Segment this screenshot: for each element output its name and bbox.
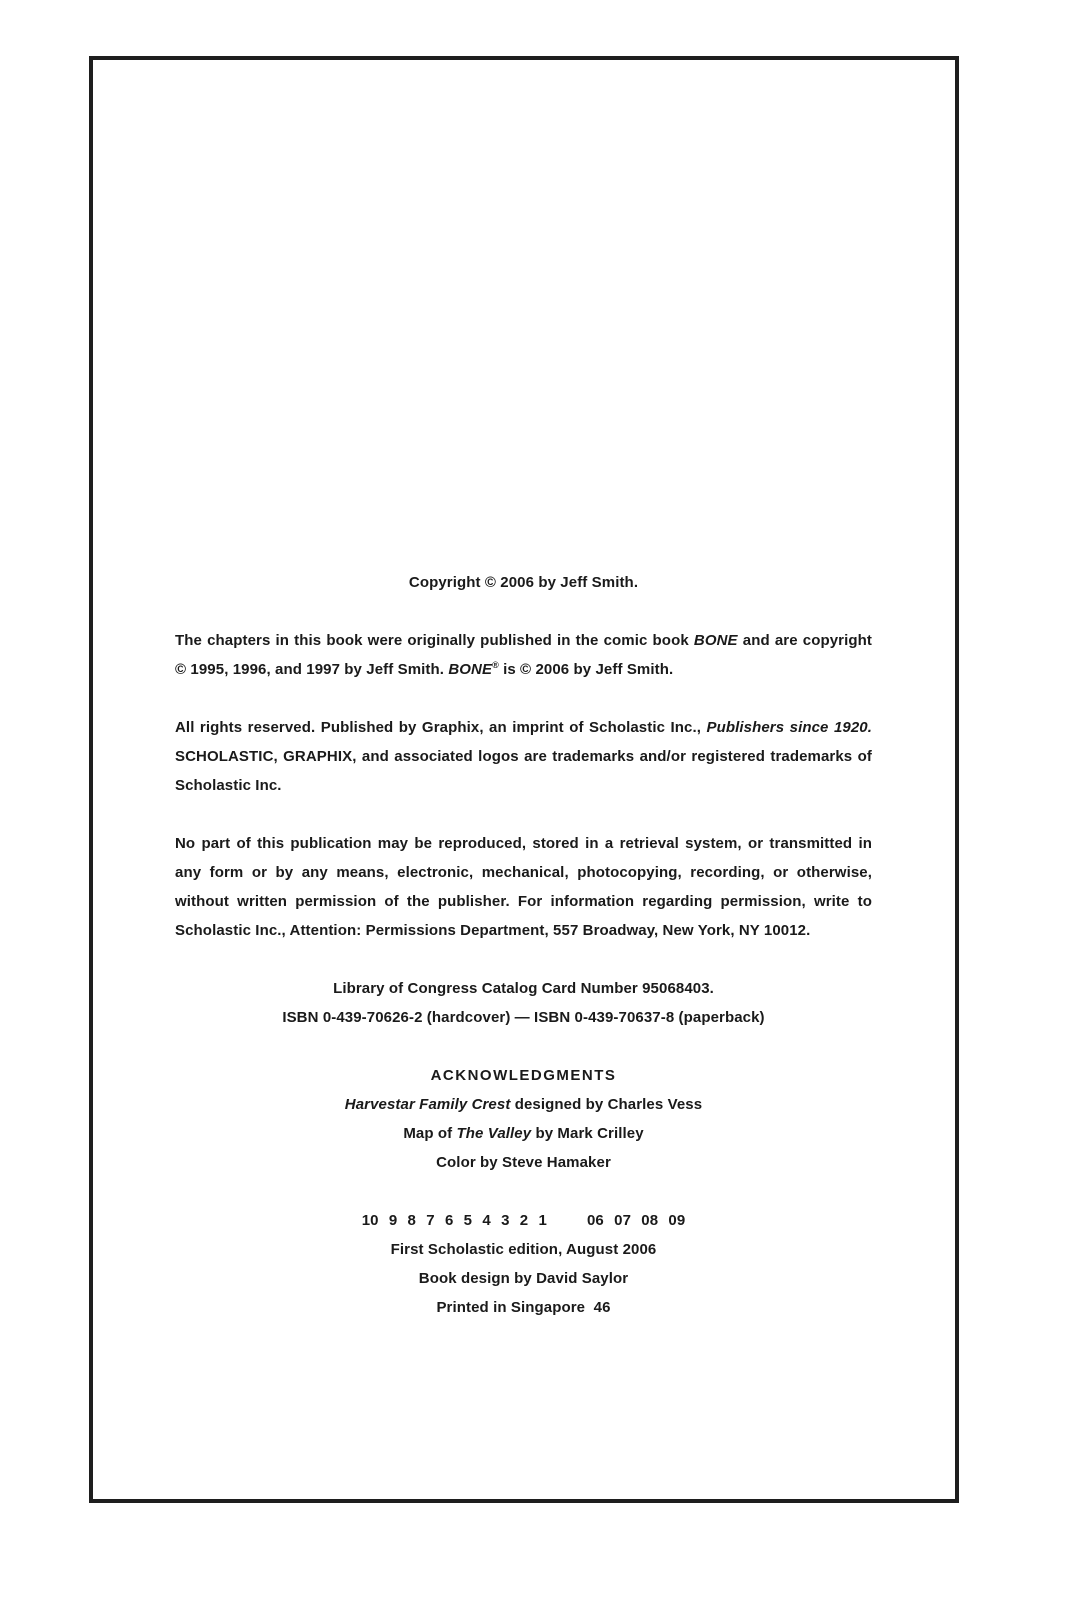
printed-in-line: Printed in Singapore 46: [436, 1299, 611, 1316]
rights-paragraph: [175, 713, 872, 800]
lccn-line: Library of Congress Catalog Card Number 95068403.: [333, 980, 714, 997]
chapters-paragraph: [175, 626, 872, 684]
map-credit-pre: Map of: [403, 1125, 457, 1142]
copyright-line: Copyright © 2006 by Jeff Smith.: [408, 574, 639, 591]
edition-line: First Scholastic edition, August 2006: [390, 1241, 657, 1258]
crest-title: Harvestar Family Crest: [344, 1096, 511, 1113]
chapters-text-1: The chapters in this book were originally published in the comic book: [175, 632, 694, 649]
color-credit: Color by Steve Hamaker: [436, 1154, 611, 1171]
publishers-since: Publishers since 1920.: [706, 719, 872, 736]
registered-mark: ®: [492, 660, 499, 670]
design-credit: Book design by David Saylor: [418, 1270, 629, 1287]
rights-text-2: SCHOLASTIC, GRAPHIX, and associated logos are trademarks and/or registered trademarks of Scholastic Inc.: [175, 748, 872, 794]
chapters-text-2: and are copyright © 1995, 1996, and 1997 by Jeff Smith.: [175, 632, 873, 678]
permission-paragraph: No part of this publication may be reproduced, stored in a retrieval system, or transmitted in any form or by any means, electronic, mechanical, photocopying, recording, or otherwise, without written permission of the publisher. For information regarding permission, write to Scholastic Inc., Attention: Permissions Department, 557 Broadway, New York, NY 10012.: [175, 835, 872, 939]
copyright-page-content: [175, 568, 872, 1322]
printing-numbers: [175, 1206, 872, 1235]
acknowledgments-heading: ACKNOWLEDGMENTS: [430, 1067, 617, 1084]
crest-credit-text: designed by Charles Vess: [510, 1096, 703, 1113]
isbn-line: ISBN 0-439-70626-2 (hardcover) — ISBN 0-439-70637-8 (paperback): [282, 1009, 765, 1026]
printing-years: 06 07 08 09: [586, 1212, 686, 1229]
map-title: The Valley: [456, 1125, 532, 1142]
crest-credit: [175, 1090, 872, 1119]
rights-text-1: All rights reserved. Published by Graphix, an imprint of Scholastic Inc.,: [175, 719, 707, 736]
chapters-text-3: is © 2006 by Jeff Smith.: [498, 661, 674, 678]
map-credit: [175, 1119, 872, 1148]
bone-title-1: BONE: [693, 632, 738, 649]
printing-line-numbers: 10 9 8 7 6 5 4 3 2 1: [361, 1212, 547, 1229]
bone-title-2: BONE: [448, 661, 493, 678]
map-credit-text: by Mark Crilley: [531, 1125, 644, 1142]
